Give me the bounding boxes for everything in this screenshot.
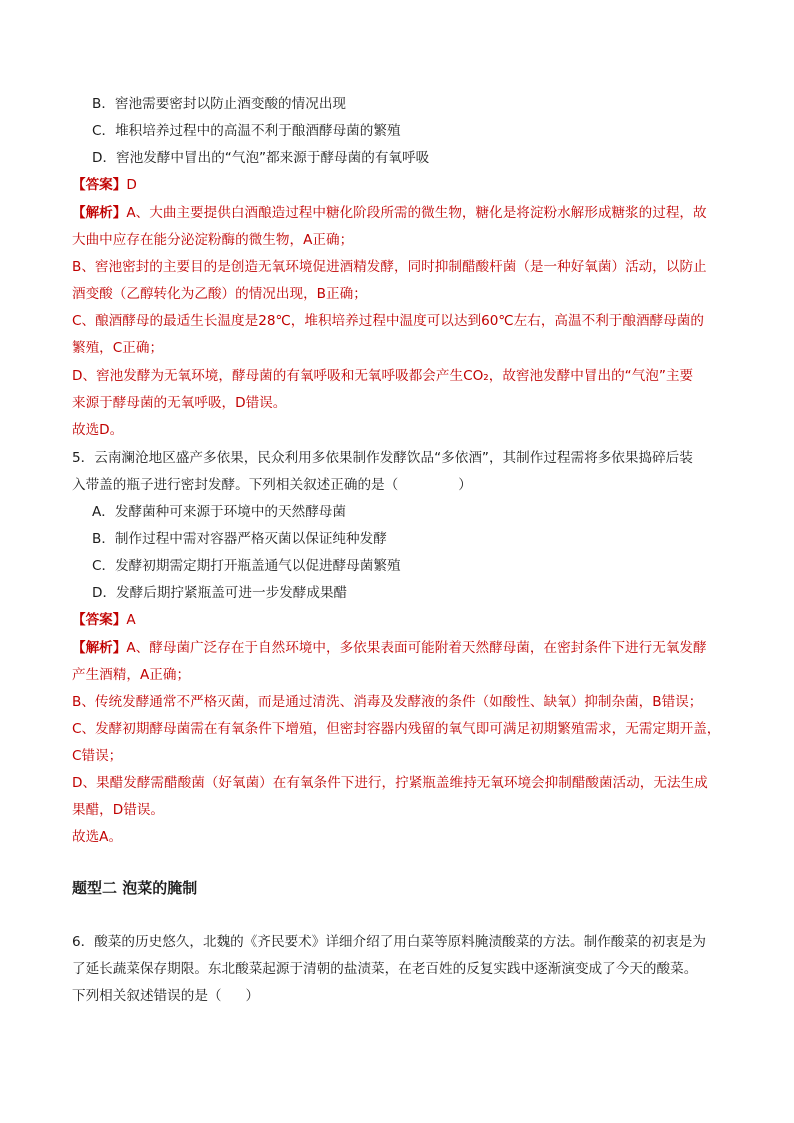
q5-answer [72, 610, 136, 630]
q5-stem-close: ） [458, 477, 472, 493]
q4-analysis-a-2: 大曲中应存在能分泌淀粉酶的微生物，A正确； [72, 232, 354, 248]
q5-stem-text: 入带盖的瓶子进行密封发酵。下列相关叙述正确的是（ [72, 477, 399, 493]
q5-option-a: A．发酵菌种可来源于环境中的天然酵母菌 [92, 504, 346, 520]
q4-option-c: C．堆积培养过程中的高温不利于酿酒酵母菌的繁殖 [92, 123, 401, 139]
q4-answer [72, 175, 137, 195]
q5-analysis-c-2: C错误； [72, 748, 123, 764]
answer-tag: 【答案】 [72, 612, 127, 628]
q5-stem-1: 5．云南澜沧地区盛产多依果，民众利用多依果制作发酵饮品“多依酒”，其制作过程需将多依果捣碎后装 [72, 450, 693, 466]
q4-analysis-c-1: C、酿酒酵母的最适生长温度是28℃，堆积培养过程中温度可以达到60℃左右，高温不利于酿酒酵母菌的 [72, 313, 704, 329]
q4-analysis-b-2: 酒变酸（乙醇转化为乙酸）的情况出现，B正确； [72, 286, 367, 302]
answer-value: D [126, 177, 137, 193]
q4-option-b: B．窖池需要密封以防止酒变酸的情况出现 [92, 96, 347, 112]
q5-option-c: C．发酵初期需定期打开瓶盖通气以促进酵母菌繁殖 [92, 558, 401, 574]
answer-tag: 【答案】 [72, 177, 127, 193]
answer-value: A [126, 612, 136, 628]
q6-stem-2: 了延长蔬菜保存期限。东北酸菜起源于清朝的盐渍菜，在老百姓的反复实践中逐渐演变成了今天的酸菜。 [72, 961, 698, 977]
analysis-text: A、酵母菌广泛存在于自然环境中，多依果表面可能附着天然酵母菌，在密封条件下进行无氧发酵 [126, 640, 707, 656]
q5-analysis-a-2: 产生酒精，A正确； [72, 667, 191, 683]
analysis-tag: 【解析】 [72, 205, 127, 221]
analysis-text: A、大曲主要提供白酒酿造过程中糖化阶段所需的微生物，糖化是将淀粉水解形成糖浆的过程，故 [126, 205, 707, 221]
analysis-tag: 【解析】 [72, 640, 127, 656]
section-title: 题型二 泡菜的腌制 [72, 879, 198, 897]
q4-option-d: D．窖池发酵中冒出的“气泡”都来源于酵母菌的有氧呼吸 [92, 150, 430, 166]
q5-option-d: D．发酵后期拧紧瓶盖可进一步发酵成果醋 [92, 585, 348, 601]
q5-option-b: B．制作过程中需对容器严格灭菌以保证纯种发酵 [92, 531, 387, 547]
q4-conclusion: 故选D。 [72, 422, 124, 438]
q5-analysis-c-1: C、发酵初期酵母菌需在有氧条件下增殖，但密封容器内残留的氧气即可满足初期繁殖需求，无需定期开盖， [72, 721, 721, 737]
q5-analysis-d-2: 果醋，D错误。 [72, 802, 165, 818]
q4-analysis-a-1 [72, 203, 707, 223]
q5-conclusion: 故选A。 [72, 829, 123, 845]
q6-stem-text: 下列相关叙述错误的是（ [72, 988, 222, 1004]
q5-analysis-d-1: D、果醋发酵需醋酸菌（好氧菌）在有氧条件下进行，拧紧瓶盖维持无氧环境会抑制醋酸菌活动，无法生成 [72, 775, 708, 791]
q5-analysis-a-1 [72, 638, 707, 658]
q5-analysis-b-1: B、传统发酵通常不严格灭菌，而是通过清洗、消毒及发酵液的条件（如酸性、缺氧）抑制杂菌，B错误； [72, 694, 703, 710]
q4-analysis-d-1: D、窖池发酵为无氧环境，酵母菌的有氧呼吸和无氧呼吸都会产生CO₂，故窖池发酵中冒出的“气泡”主要 [72, 368, 694, 384]
q6-stem-3 [72, 986, 259, 1006]
q4-analysis-c-2: 繁殖，C正确； [72, 340, 164, 356]
q5-stem-2 [72, 475, 472, 495]
q4-analysis-d-2: 来源于酵母菌的无氧呼吸，D错误。 [72, 395, 287, 411]
q6-stem-1: 6．酸菜的历史悠久，北魏的《齐民要术》详细介绍了用白菜等原料腌渍酸菜的方法。制作酸菜的初衷是为 [72, 934, 706, 950]
q4-analysis-b-1: B、窖池密封的主要目的是创造无氧环境促进酒精发酵，同时抑制醋酸杆菌（是一种好氧菌）活动，以防止 [72, 259, 707, 275]
q6-stem-close: ） [245, 988, 260, 1004]
